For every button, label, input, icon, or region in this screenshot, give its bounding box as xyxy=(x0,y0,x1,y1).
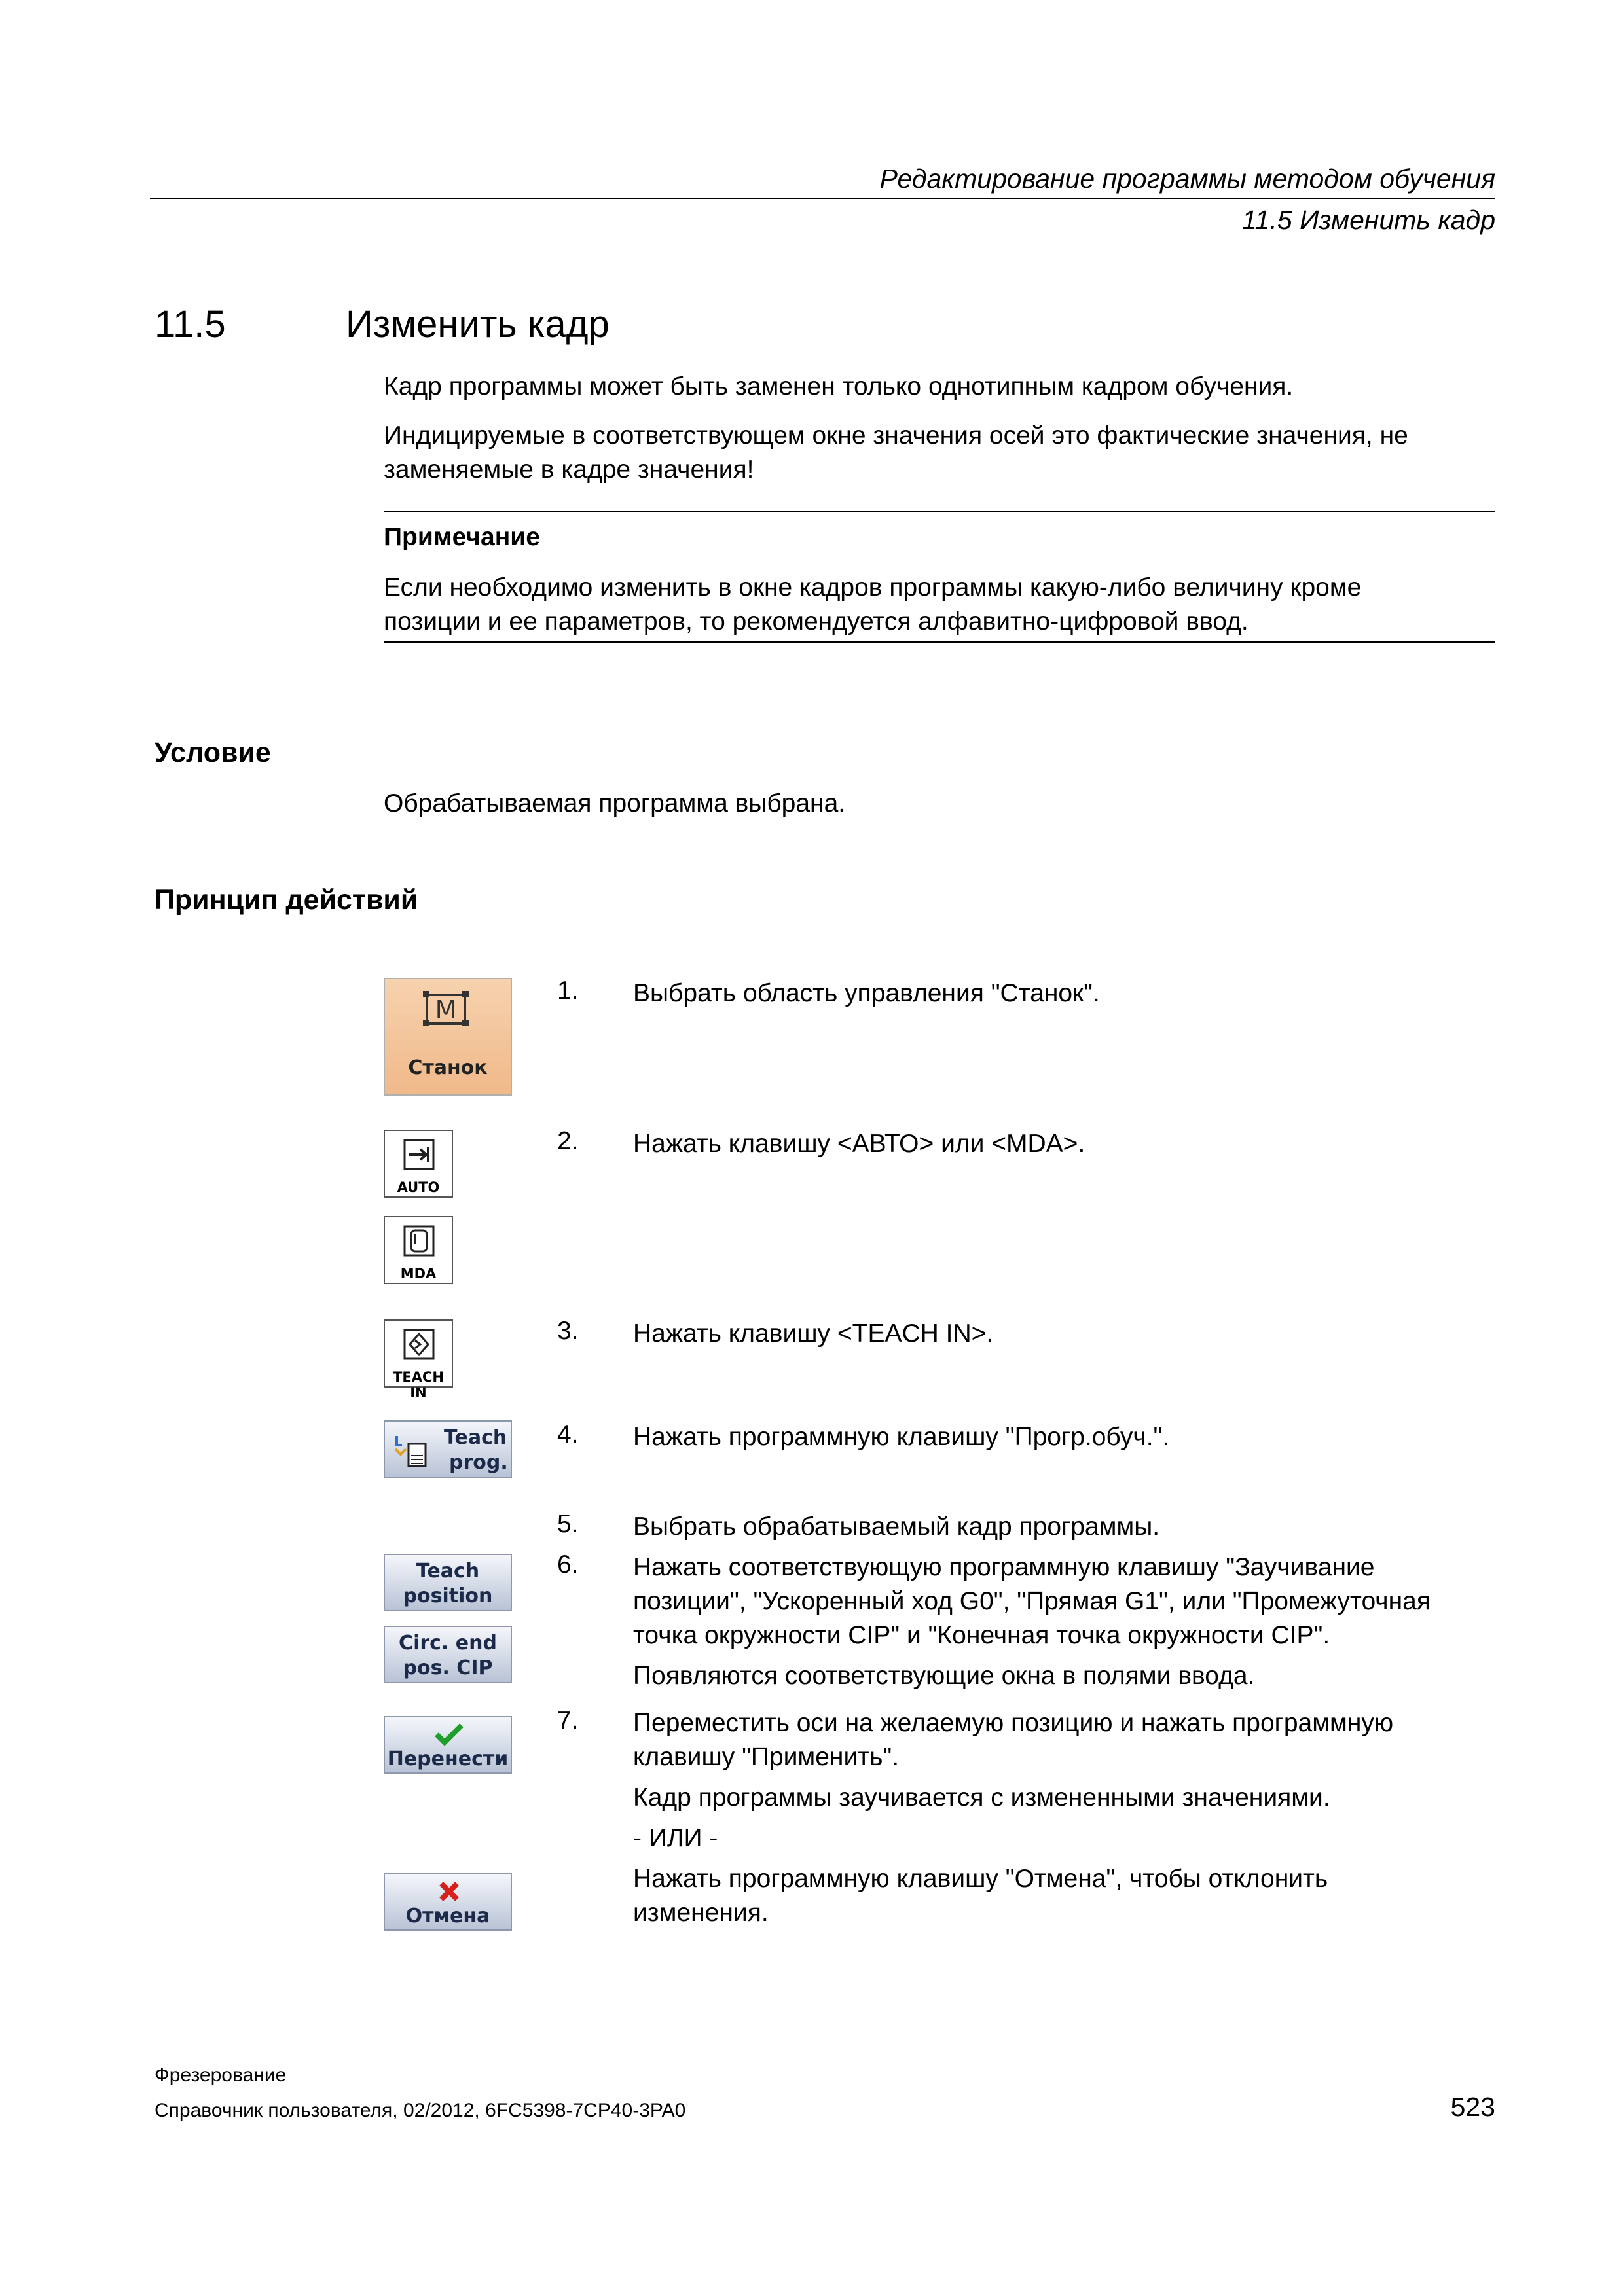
step-4-text: Нажать программную клавишу "Прогр.обуч.". xyxy=(633,1423,1170,1451)
intro-paragraph-2-line-1: Индицируемые в соответствующем окне значения осей это фактические значения, не xyxy=(384,422,1408,450)
step-number: 6. xyxy=(557,1551,579,1579)
condition-text: Обрабатываемая программа выбрана. xyxy=(384,789,846,817)
step-5-text: Выбрать обрабатываемый кадр программы. xyxy=(633,1513,1160,1541)
mda-hand-icon xyxy=(402,1224,436,1258)
header-rule xyxy=(150,198,1495,199)
section-title: Изменить кадр xyxy=(346,303,610,346)
step-6-result: Появляются соответствующие окна в полями ввода. xyxy=(633,1662,1255,1690)
machine-m-icon xyxy=(423,991,469,1031)
circ-end-pos-cip-softkey[interactable] xyxy=(384,1626,512,1683)
step-number: 5. xyxy=(557,1510,579,1538)
machine-area-key[interactable] xyxy=(384,978,512,1096)
apply-softkey-label: Перенести xyxy=(387,1748,509,1770)
circ-end-label-2: pos. CIP xyxy=(403,1657,493,1679)
step-1-text: Выбрать область управления "Станок". xyxy=(633,979,1100,1007)
step-number: 2. xyxy=(557,1127,579,1155)
step-number: 4. xyxy=(557,1420,579,1448)
teach-prog-label-2: prog. xyxy=(449,1451,508,1474)
condition-heading: Условие xyxy=(155,737,271,768)
mda-key[interactable] xyxy=(384,1216,453,1284)
auto-key-label: AUTO xyxy=(397,1179,440,1195)
step-7-alt-line-1: Нажать программную клавишу "Отмена", чтобы отклонить xyxy=(633,1865,1328,1893)
apply-softkey[interactable] xyxy=(384,1716,512,1774)
auto-arrow-icon xyxy=(402,1138,436,1172)
step-number: 1. xyxy=(557,977,579,1005)
running-header-title: Редактирование программы методом обучения xyxy=(879,164,1495,194)
step-6-text-line-2: позиции", "Ускоренный ход G0", "Прямая G1", или "Промежуточная xyxy=(633,1587,1431,1615)
teach-prog-softkey[interactable] xyxy=(384,1420,512,1478)
step-6-text-line-3: точка окружности CIP" и "Конечная точка окружности CIP". xyxy=(633,1621,1330,1649)
nc-program-icon xyxy=(393,1432,428,1469)
checkmark-icon xyxy=(433,1721,465,1748)
step-number: 7. xyxy=(557,1706,579,1734)
step-3-text: Нажать клавишу <TEACH IN>. xyxy=(633,1319,994,1348)
teach-in-icon xyxy=(402,1327,436,1361)
section-number: 11.5 xyxy=(155,303,226,346)
step-7-text-line-2: клавишу "Применить". xyxy=(633,1743,900,1771)
running-header-subtitle: 11.5 Изменить кадр xyxy=(1241,205,1495,235)
step-6-text-line-1: Нажать соответствующую программную клавишу "Заучивание xyxy=(633,1553,1375,1581)
machine-symbol: M xyxy=(435,996,457,1024)
cancel-x-icon xyxy=(436,1878,462,1905)
machine-key-label: Станок xyxy=(408,1056,488,1079)
principle-heading: Принцип действий xyxy=(155,884,418,916)
teach-in-key-label: TEACH IN xyxy=(393,1369,444,1401)
cancel-softkey-label: Отмена xyxy=(405,1905,490,1928)
step-7-or: - ИЛИ - xyxy=(633,1824,718,1852)
auto-key[interactable] xyxy=(384,1130,453,1198)
circ-end-label-1: Circ. end xyxy=(399,1632,497,1655)
intro-paragraph-2-line-2: заменяемые в кадре значения! xyxy=(384,456,754,484)
intro-paragraph-1: Кадр программы может быть заменен только однотипным кадром обучения. xyxy=(384,372,1294,401)
step-number: 3. xyxy=(557,1317,579,1345)
teach-prog-label-1: Teach xyxy=(444,1426,507,1449)
step-7-text-line-1: Переместить оси на желаемую позицию и нажать программную xyxy=(633,1709,1394,1737)
mda-key-label: MDA xyxy=(400,1266,437,1282)
footer-product: Фрезерование xyxy=(155,2064,287,2086)
note-title: Примечание xyxy=(384,523,540,551)
step-2-text: Нажать клавишу <АВТО> или <MDA>. xyxy=(633,1130,1085,1158)
page-number: 523 xyxy=(1450,2092,1495,2122)
step-7-alt-line-2: изменения. xyxy=(633,1899,769,1927)
note-text-line-1: Если необходимо изменить в окне кадров программы какую-либо величину кроме xyxy=(384,573,1362,601)
footer-document: Справочник пользователя, 02/2012, 6FC5398-7CP40-3PA0 xyxy=(155,2100,686,2121)
note-text-line-2: позиции и ее параметров, то рекомендуется алфавитно-цифровой ввод. xyxy=(384,607,1249,636)
cancel-softkey[interactable] xyxy=(384,1873,512,1931)
teach-position-label-1: Teach xyxy=(416,1560,480,1583)
teach-position-label-2: position xyxy=(403,1585,493,1607)
teach-in-key[interactable] xyxy=(384,1319,453,1401)
step-7-result: Кадр программы заучивается с измененными значениями. xyxy=(633,1784,1330,1812)
teach-position-softkey[interactable] xyxy=(384,1554,512,1611)
